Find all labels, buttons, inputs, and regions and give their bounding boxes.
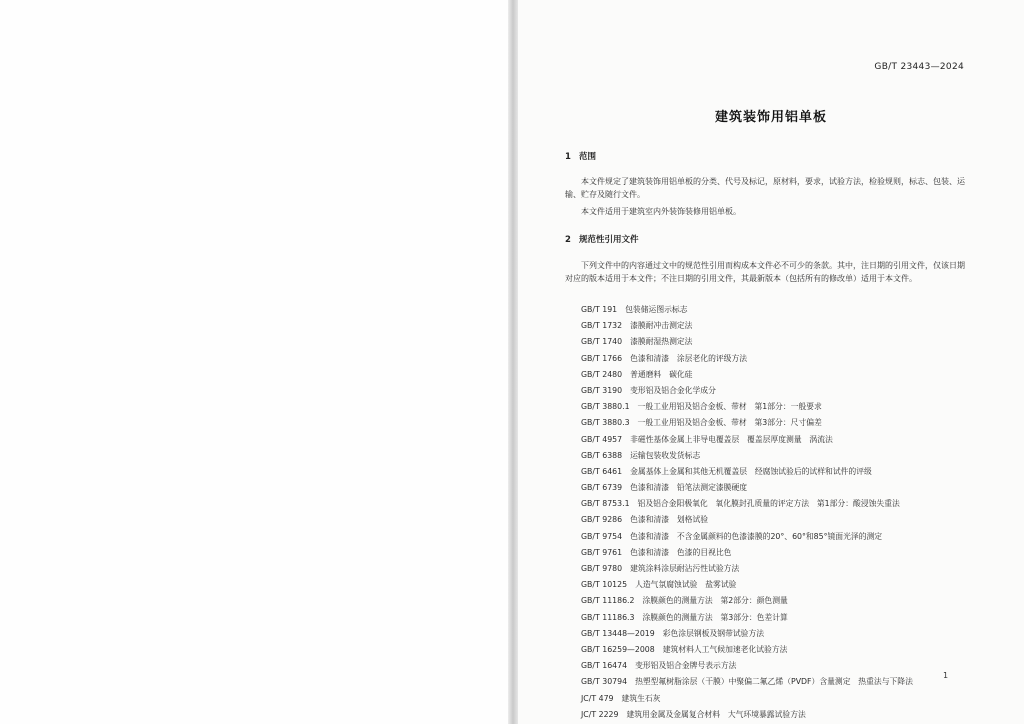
reference-title: 色漆和清漆 不含金属颜料的色漆漆膜的20°、60°和85°镜面光泽的测定	[630, 531, 883, 541]
reference-title: 非磁性基体金属上非导电覆盖层 覆盖层厚度测量 涡流法	[630, 434, 833, 444]
reference-code: GB/T 9286	[581, 515, 623, 525]
reference-title: 金属基体上金属和其他无机覆盖层 经腐蚀试验后的试样和试件的评级	[630, 466, 872, 476]
reference-title: 色漆和清漆 色漆的目视比色	[630, 547, 732, 557]
document-title: 建筑装饰用铝单板	[714, 110, 827, 125]
reference-code: GB/T 8753.1	[581, 499, 630, 509]
reference-item	[581, 674, 981, 690]
reference-title: 运输包装收发货标志	[630, 450, 701, 460]
book-gutter	[508, 0, 518, 724]
reference-title: 一般工业用铝及铝合金板、带材 第3部分：尺寸偏差	[637, 418, 822, 428]
reference-item	[581, 529, 981, 545]
reference-item	[581, 302, 981, 318]
reference-title: 色漆和清漆 涂层老化的评级方法	[630, 353, 748, 363]
reference-item	[581, 351, 981, 367]
reference-title: 普通磨料 碳化硅	[630, 369, 693, 379]
reference-code: GB/T 1740	[581, 337, 623, 347]
reference-title: 建筑材料人工气候加速老化试验方法	[662, 644, 788, 654]
reference-title: 色漆和清漆 划格试验	[630, 515, 709, 525]
reference-item	[581, 432, 981, 448]
reference-item	[581, 480, 981, 496]
normative-references-list	[581, 302, 981, 723]
reference-code: GB/T 3880.1	[581, 402, 630, 412]
reference-code: GB/T 6388	[581, 450, 623, 460]
left-blank-page	[0, 0, 508, 724]
reference-title: 建筑用金属及金属复合材料 大气环境暴露试验方法	[626, 709, 806, 719]
reference-code: GB/T 11186.3	[581, 612, 635, 622]
reference-code: GB/T 2480	[581, 369, 623, 379]
reference-item	[581, 512, 981, 528]
reference-title: 建筑涂料涂层耐沾污性试验方法	[630, 564, 740, 573]
reference-item	[581, 334, 981, 350]
reference-title: 热塑型氟树脂涂层（干膜）中聚偏二氟乙烯（PVDF）含量测定 热重法与下降法	[635, 677, 913, 687]
reference-item	[581, 415, 981, 431]
section-2-heading	[565, 233, 639, 245]
reference-item	[581, 383, 981, 399]
reference-item	[581, 691, 981, 707]
reference-item	[581, 448, 981, 464]
reference-item	[581, 707, 981, 723]
reference-item	[581, 318, 981, 334]
section-title: 范围	[579, 152, 597, 162]
reference-code: GB/T 3190	[581, 385, 623, 395]
reference-code: GB/T 6739	[581, 483, 623, 493]
reference-title: 变形铝及铝合金牌号表示方法	[635, 661, 737, 671]
reference-item	[581, 367, 981, 383]
reference-code: GB/T 9780	[581, 564, 623, 573]
reference-item	[581, 399, 981, 415]
reference-title: 一般工业用铝及铝合金板、带材 第1部分：一般要求	[637, 402, 822, 412]
reference-title: 变形铝及铝合金化学成分	[630, 385, 716, 395]
reference-title: 漆膜耐湿热测定法	[630, 337, 693, 347]
reference-code: GB/T 16474	[581, 661, 628, 671]
reference-item	[581, 626, 981, 642]
reference-item	[581, 642, 981, 658]
reference-item	[581, 610, 981, 626]
reference-item	[581, 496, 981, 512]
section-1-heading	[565, 150, 596, 162]
reference-item	[581, 593, 981, 609]
reference-code: GB/T 16259—2008	[581, 644, 655, 654]
reference-code: JC/T 479	[581, 693, 614, 703]
reference-code: JC/T 2229	[581, 709, 619, 719]
reference-title: 人造气氛腐蚀试验 盐雾试验	[635, 580, 737, 590]
reference-title: 涂膜颜色的测量方法 第3部分：色差计算	[642, 612, 788, 622]
reference-item	[581, 561, 981, 577]
page-number: 1	[943, 671, 949, 680]
reference-item	[581, 577, 981, 593]
reference-code: GB/T 1732	[581, 321, 623, 331]
reference-code: GB/T 6461	[581, 466, 623, 476]
reference-item	[581, 545, 981, 561]
reference-title: 涂膜颜色的测量方法 第2部分：颜色测量	[642, 596, 788, 606]
reference-title: 色漆和清漆 铅笔法测定漆膜硬度	[630, 483, 748, 493]
section-title: 规范性引用文件	[579, 235, 639, 245]
reference-item	[581, 464, 981, 480]
section-number: 1	[565, 152, 571, 162]
standard-number: GB/T 23443—2024	[874, 62, 964, 72]
reference-code: GB/T 11186.2	[581, 596, 635, 606]
reference-title: 建筑生石灰	[621, 693, 661, 703]
reference-code: GB/T 191	[581, 305, 618, 314]
reference-title: 彩色涂层钢板及钢带试验方法	[662, 628, 765, 638]
reference-title: 铝及铝合金阳极氧化 氧化膜封孔质量的评定方法 第1部分：酸浸蚀失重法	[637, 499, 900, 509]
reference-title: 漆膜耐冲击测定法	[630, 321, 693, 331]
references-intro: 下列文件中的内容通过文中的规范性引用而构成本文件必不可少的条款。其中，注日期的引用文件，仅该日期对应的版本适用于本文件；不注日期的引用文件，其最新版本（包括所有的修改单）适用于本文件。	[565, 261, 965, 283]
reference-code: GB/T 3880.3	[581, 418, 630, 428]
section-number: 2	[565, 235, 571, 245]
reference-code: GB/T 4957	[581, 434, 623, 444]
reference-item	[581, 658, 981, 674]
reference-code: GB/T 9761	[581, 547, 623, 557]
reference-code: GB/T 1766	[581, 353, 623, 363]
reference-title: 包装储运图示标志	[625, 305, 688, 314]
reference-code: GB/T 13448—2019	[581, 628, 655, 638]
reference-code: GB/T 10125	[581, 580, 628, 590]
scope-applicability: 本文件适用于建筑室内外装饰装修用铝单板。	[581, 207, 741, 216]
scope-paragraph: 本文件规定了建筑装饰用铝单板的分类、代号及标记，原材料，要求，试验方法，检验规则，标志、包装、运输、贮存及随行文件。	[565, 177, 965, 199]
reference-code: GB/T 30794	[581, 677, 628, 687]
reference-code: GB/T 9754	[581, 531, 623, 541]
